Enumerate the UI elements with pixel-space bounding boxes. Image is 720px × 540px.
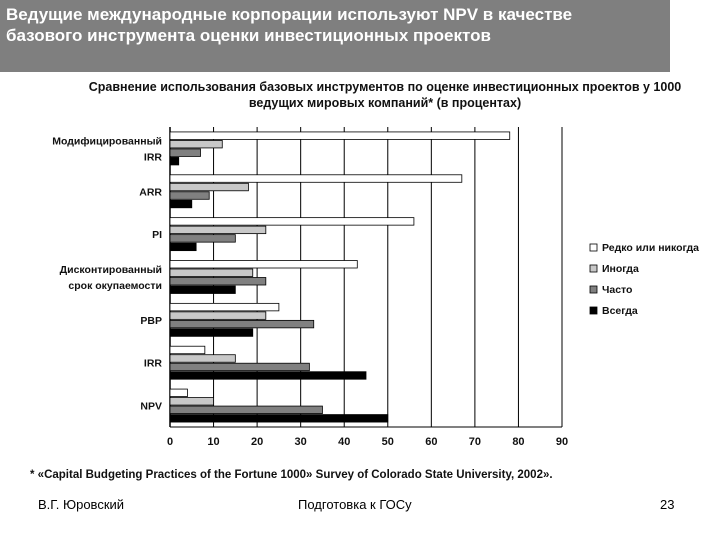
bar [170, 269, 253, 277]
category-label: PBP [140, 314, 162, 327]
bar [170, 132, 510, 140]
bar [170, 183, 248, 191]
bar [170, 192, 209, 200]
bar [170, 226, 266, 234]
x-tick-label: 90 [555, 436, 569, 448]
bar [170, 363, 309, 371]
x-tick-label: 50 [381, 436, 394, 448]
bar [170, 398, 214, 406]
bar [170, 218, 414, 226]
bar [170, 355, 235, 363]
category-label: ARR [139, 186, 162, 199]
bar [170, 406, 322, 414]
x-tick-label: 70 [468, 436, 482, 448]
bar [170, 372, 366, 380]
category-label: срок окупаемости [68, 280, 162, 292]
x-tick-label: 0 [166, 436, 174, 448]
category-label: IRR [143, 357, 162, 370]
x-tick-label: 20 [250, 436, 264, 448]
category-label: NPV [140, 400, 162, 413]
legend-label: Всегда [602, 305, 638, 317]
x-tick-label: 80 [512, 436, 525, 448]
legend-swatch [590, 286, 597, 293]
bar [170, 329, 253, 337]
footer-course: Подготовка к ГОСу [298, 497, 412, 512]
x-tick-label: 10 [207, 436, 220, 448]
slide-title: Ведущие международные корпорации используют NPV в качестве базового инструмента оценки инвестиционных проектов [6, 5, 573, 45]
bar [170, 243, 196, 251]
bar [170, 235, 235, 243]
bar [170, 303, 279, 311]
bar [170, 415, 388, 423]
bar [170, 157, 179, 165]
bar [170, 278, 266, 286]
category-label: Дисконтированный [59, 264, 162, 276]
bar [170, 261, 357, 269]
x-tick-label: 60 [425, 436, 438, 448]
legend-label: Иногда [602, 263, 639, 275]
x-tick-label: 30 [294, 436, 307, 448]
bar [170, 175, 462, 183]
footnote: * «Capital Budgeting Practices of the Fortune 1000» Survey of Colorado State University, 2002». [30, 469, 553, 481]
footer-author: В.Г. Юровский [38, 497, 125, 512]
bar [170, 346, 205, 354]
bar [170, 312, 266, 320]
x-tick-label: 40 [338, 436, 351, 448]
bar [170, 286, 235, 294]
legend-swatch [590, 307, 597, 314]
legend-label: Часто [602, 284, 633, 296]
legend-swatch [590, 265, 597, 272]
bar [170, 389, 187, 397]
bar [170, 200, 192, 208]
category-label: PI [152, 229, 162, 242]
legend-label: Редко или никогда [602, 242, 699, 254]
bar [170, 140, 222, 148]
category-label: IRR [143, 151, 162, 164]
chart-title: Сравнение использования базовых инструментов по оценке инвестиционных проектов у 1000 ведущих мировых компаний* (в процентах) [88, 80, 682, 110]
bar [170, 320, 314, 328]
page-number: 23 [660, 497, 675, 512]
bar [170, 149, 200, 157]
category-label: Модифицированный [52, 135, 162, 148]
legend-swatch [590, 244, 597, 251]
